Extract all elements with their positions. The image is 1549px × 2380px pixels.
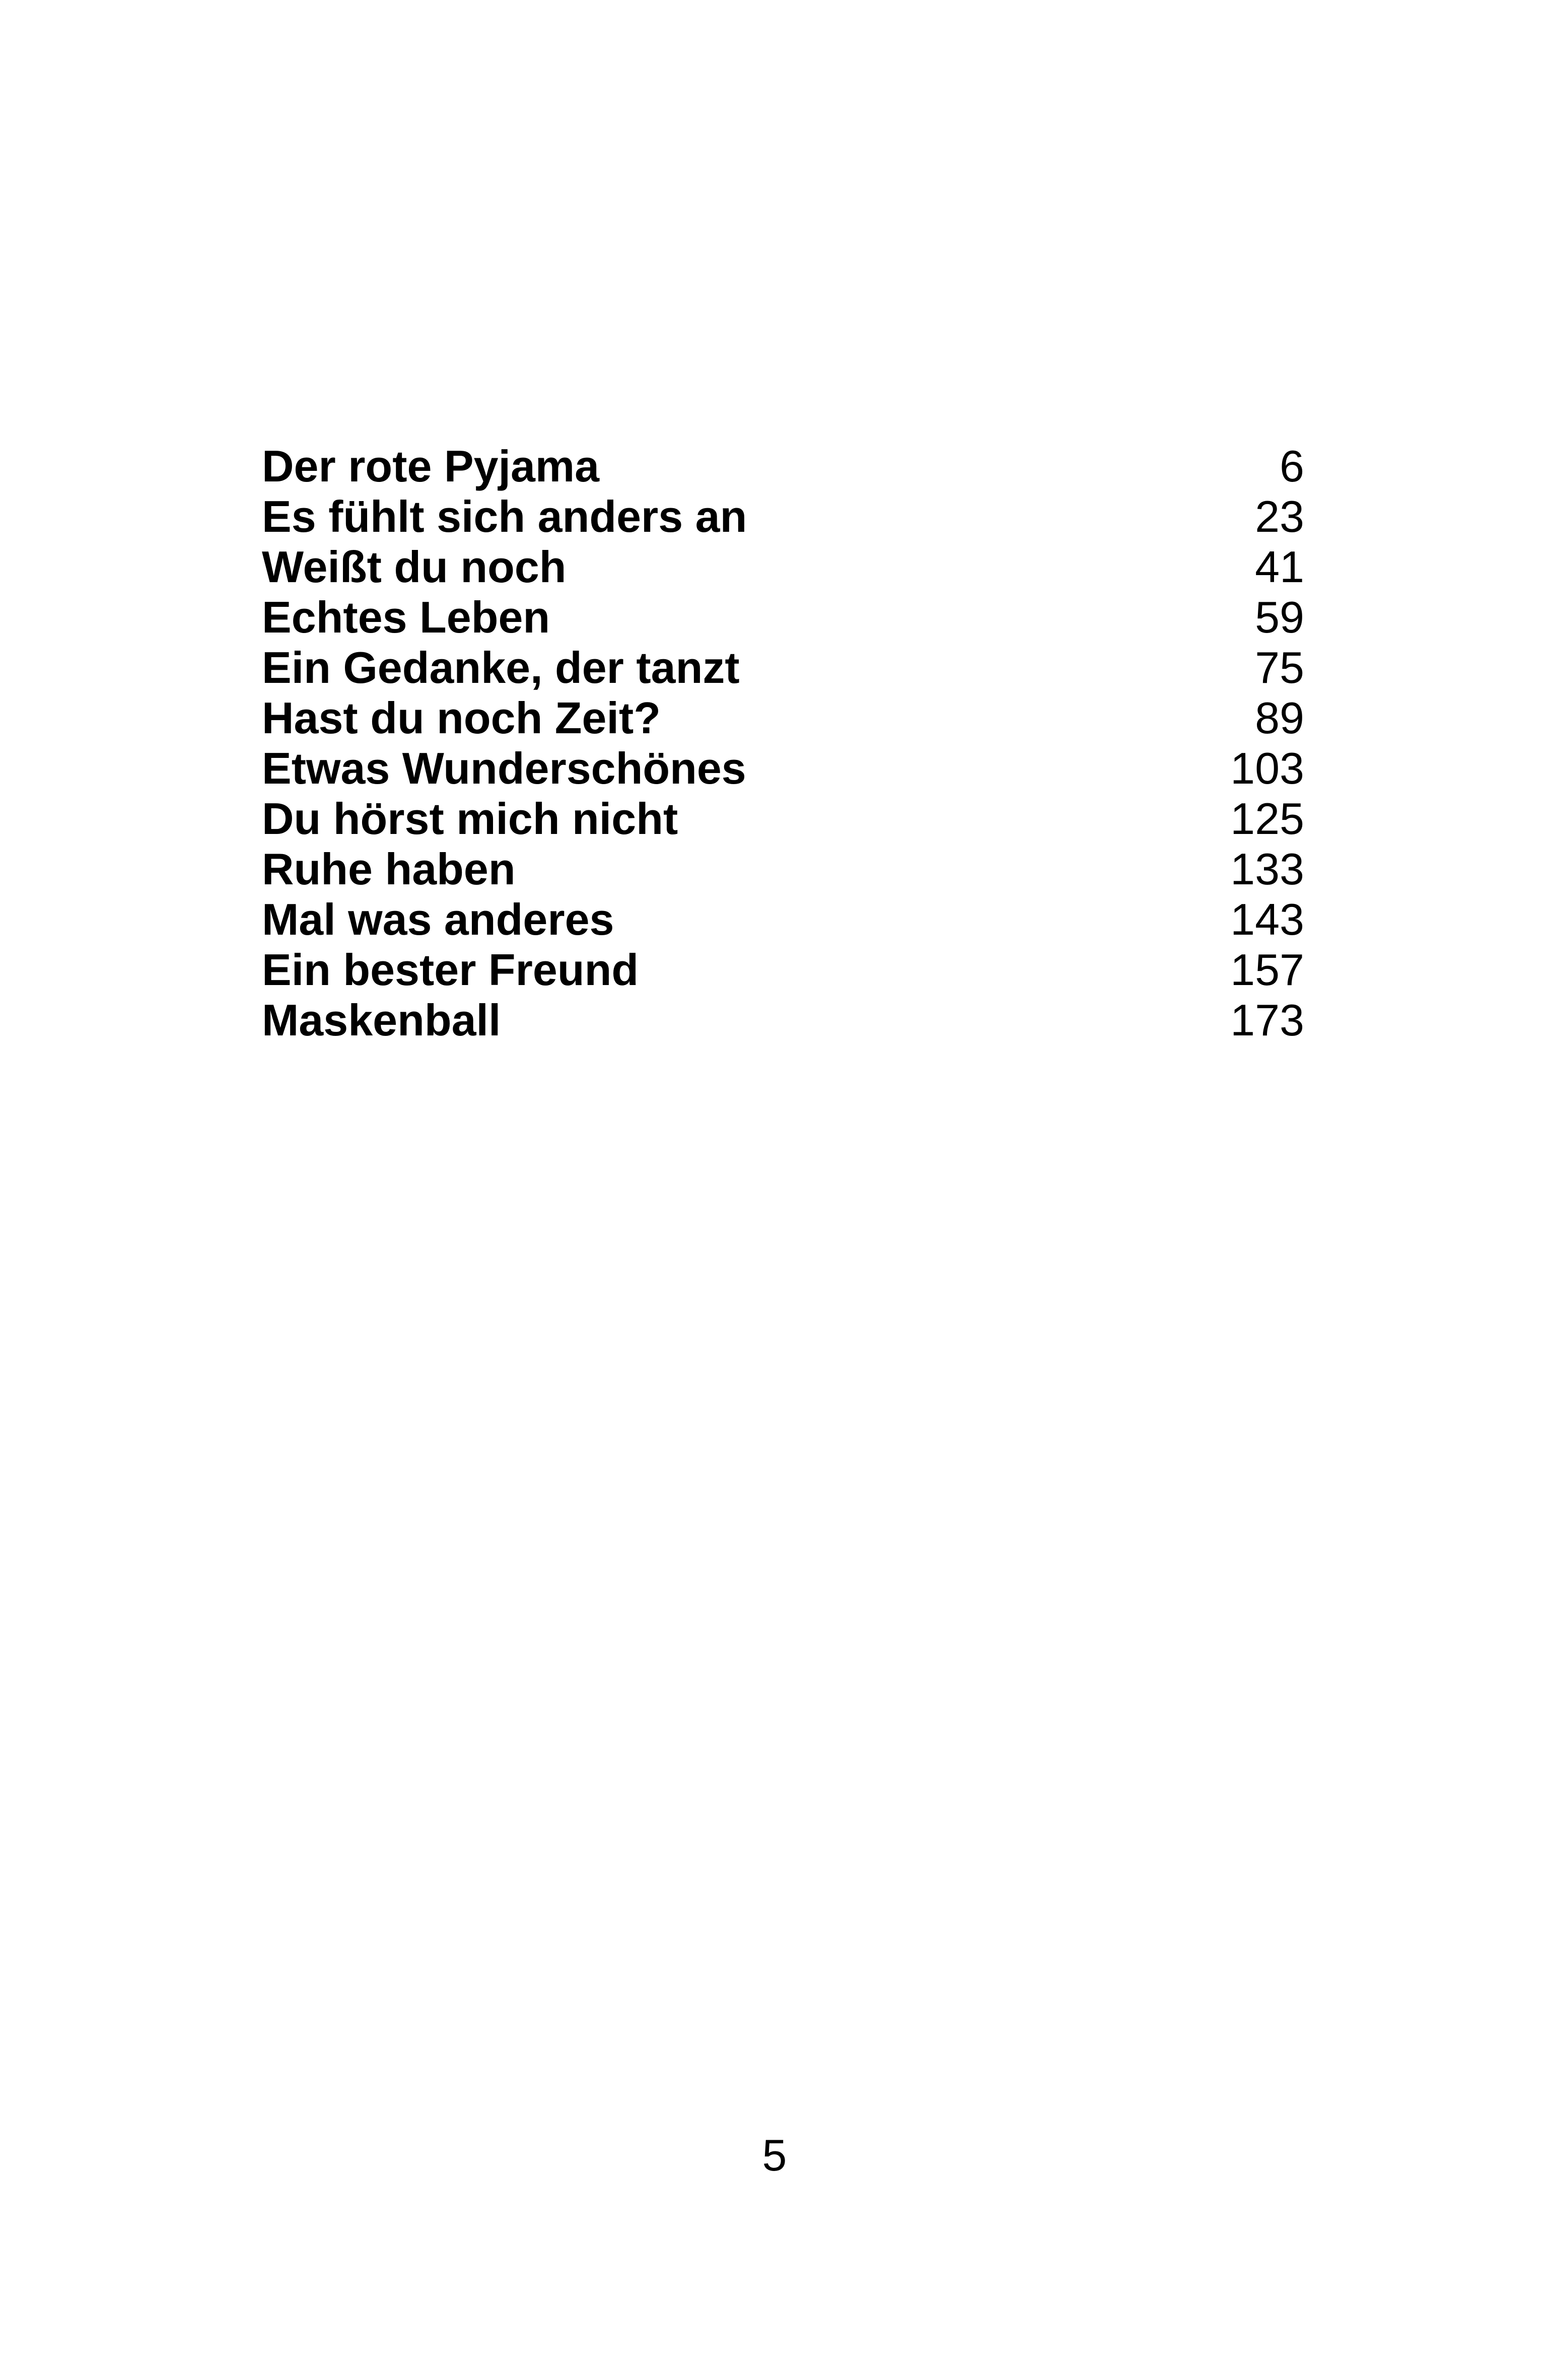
toc-entry-page-number: 133 bbox=[1230, 844, 1304, 894]
toc-entry bbox=[262, 894, 1304, 945]
toc-entry-page-number: 125 bbox=[1230, 794, 1304, 844]
toc-entry bbox=[262, 592, 1304, 643]
toc-entry-page-number: 89 bbox=[1255, 693, 1304, 743]
toc-entry-title: Hast du noch Zeit? bbox=[262, 693, 661, 743]
toc-entry-title: Etwas Wunderschönes bbox=[262, 743, 746, 793]
toc-entry bbox=[262, 693, 1304, 743]
toc-entry-page-number: 157 bbox=[1230, 945, 1304, 995]
toc-entry-page-number: 103 bbox=[1230, 743, 1304, 793]
toc-entry bbox=[262, 844, 1304, 894]
toc-entry-page-number: 173 bbox=[1230, 995, 1304, 1045]
toc-entry bbox=[262, 743, 1304, 794]
toc-entry-title: Der rote Pyjama bbox=[262, 441, 600, 491]
toc-entry-title: Ein Gedanke, der tanzt bbox=[262, 643, 740, 692]
toc-entry bbox=[262, 542, 1304, 592]
toc-entry-page-number: 6 bbox=[1280, 441, 1304, 491]
toc-entry bbox=[262, 643, 1304, 693]
toc-entry bbox=[262, 492, 1304, 542]
toc-entry-title: Du hörst mich nicht bbox=[262, 794, 678, 844]
toc-entry bbox=[262, 995, 1304, 1045]
toc-entry-title: Ein bester Freund bbox=[262, 945, 639, 995]
toc-entry-title: Weißt du noch bbox=[262, 542, 567, 592]
toc-entry-page-number: 41 bbox=[1255, 542, 1304, 592]
toc-entry-title: Es fühlt sich anders an bbox=[262, 492, 747, 541]
toc-entry-title: Maskenball bbox=[262, 995, 501, 1045]
toc-entry bbox=[262, 441, 1304, 492]
toc-entry-title: Echtes Leben bbox=[262, 592, 550, 642]
page-number: 5 bbox=[762, 2130, 787, 2180]
toc-entry-page-number: 59 bbox=[1255, 592, 1304, 642]
table-of-contents bbox=[262, 441, 1304, 1045]
toc-entry-page-number: 143 bbox=[1230, 894, 1304, 944]
toc-entry-title: Ruhe haben bbox=[262, 844, 516, 894]
toc-entry-title: Mal was anderes bbox=[262, 894, 614, 944]
toc-entry-page-number: 23 bbox=[1255, 492, 1304, 541]
toc-entry bbox=[262, 794, 1304, 844]
toc-entry-page-number: 75 bbox=[1255, 643, 1304, 692]
toc-entry bbox=[262, 945, 1304, 995]
